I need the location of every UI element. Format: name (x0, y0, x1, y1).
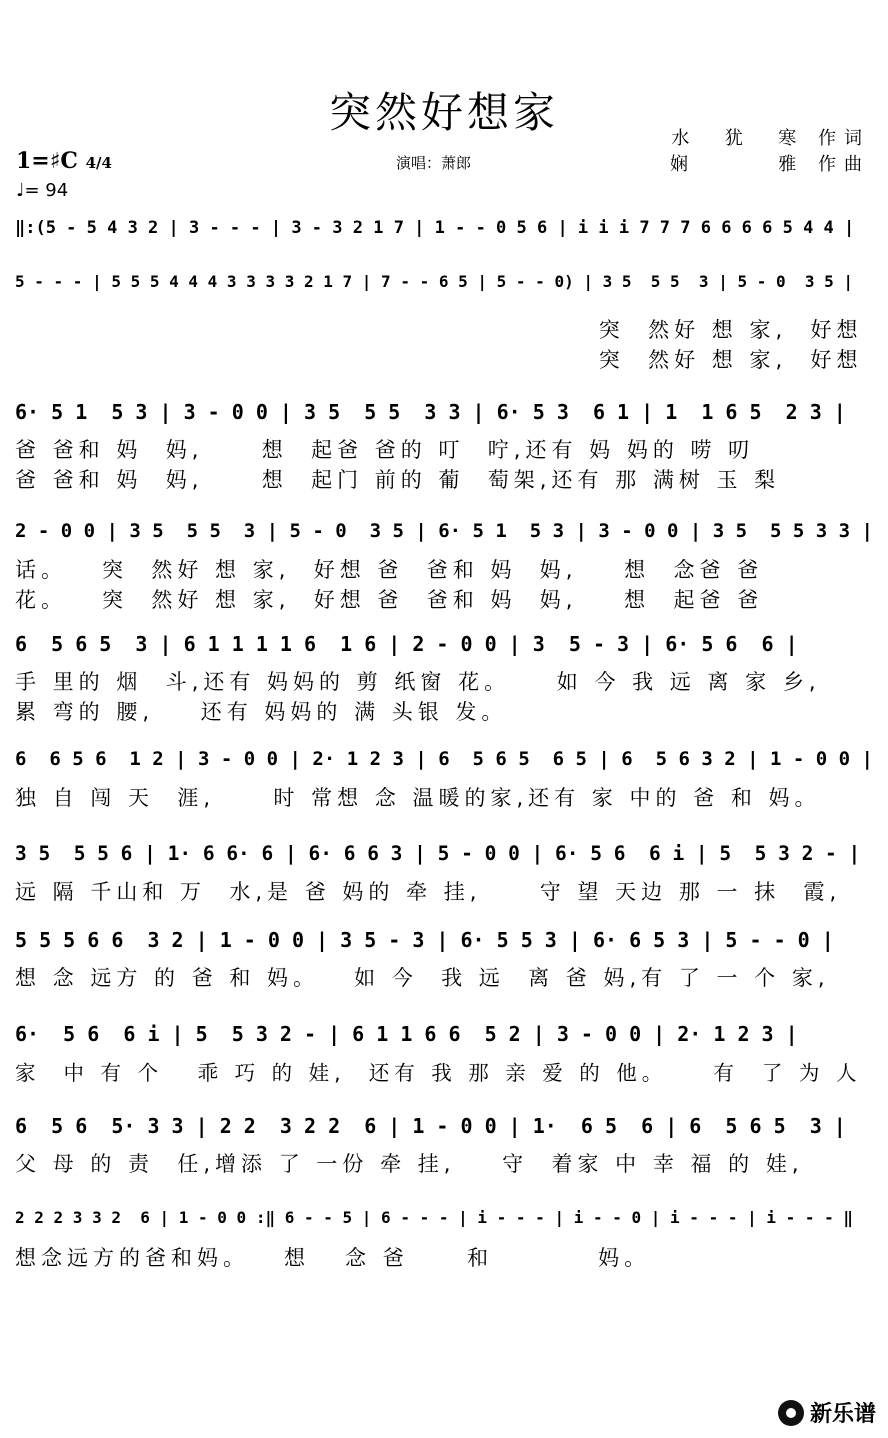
watermark (778, 1397, 876, 1428)
time-signature: 4/4 (85, 154, 112, 172)
composer-credit: 娴 雅 作曲 (669, 154, 870, 175)
notation-line: 3 5 5 5 6 | 1· 6 6· 6 | 6· 6 6 3 | 5 - 0 0 | 6· 5 6 6 i | 5 5 3 2 - | (15, 842, 861, 865)
lyric-line: 突 然好 想 家, 好想 (15, 318, 863, 342)
lyric-line: 话。 突 然好 想 家, 好想 爸 爸和 妈 妈, 想 念爸 爸 (15, 558, 764, 582)
lyric-line: 爸 爸和 妈 妈, 想 起爸 爸的 叮 咛,还有 妈 妈的 唠 叨 (15, 438, 755, 462)
lyric-line: 手 里的 烟 斗,还有 妈妈的 剪 纸窗 花。 如 今 我 远 离 家 乡, (15, 670, 821, 694)
lyric-line: 想 念 远方 的 爸 和 妈。 如 今 我 远 离 爸 妈,有 了 一 个 家, (15, 966, 830, 990)
notation-line: 6 5 6 5· 3 3 | 2 2 3 2 2 6 | 1 - 0 0 | 1· 6 5 6 | 6 5 6 5 3 | (15, 1114, 846, 1138)
watermark-text: 新乐谱 (809, 1402, 876, 1427)
notation-line: ‖:(5 - 5 4 3 2 | 3 - - - | 3 - 3 2 1 7 | 1 - - 0 5 6 | i i i 7 7 7 6 6 6 6 5 4 4 | (15, 218, 855, 238)
key-signature (16, 148, 112, 174)
lyric-line: 父 母 的 责 任,增添 了 一份 牵 挂, 守 着家 中 幸 福 的 娃, (15, 1152, 804, 1176)
notation-line: 2 2 2 3 3 2 6 | 1 - 0 0 :‖ 6 - - 5 | 6 - - - | i - - - | i - - 0 | i - - - | i - - - ‖ (15, 1208, 854, 1227)
notation-line: 6 5 6 5 3 | 6 1 1 1 1 6 1 6 | 2 - 0 0 | 3 5 - 3 | 6· 5 6 6 | (15, 632, 798, 656)
lyric-line: 累 弯的 腰, 还有 妈妈的 满 头银 发。 (15, 700, 508, 724)
notation-line: 5 5 5 6 6 3 2 | 1 - 0 0 | 3 5 - 3 | 6· 5 5 3 | 6· 6 5 3 | 5 - - 0 | (15, 928, 834, 952)
performer-credit: 演唱：萧郎 (396, 154, 472, 172)
disc-icon (778, 1400, 804, 1426)
lyric-line: 家 中 有 个 乖 巧 的 娃, 还有 我 那 亲 爱 的 他。 有 了 为 人 (15, 1061, 862, 1085)
lyric-line: 爸 爸和 妈 妈, 想 起门 前的 葡 萄架,还有 那 满树 玉 梨 (15, 468, 781, 492)
lyric-line: 花。 突 然好 想 家, 好想 爸 爸和 妈 妈, 想 起爸 爸 (15, 588, 764, 612)
lyricist-credit: 水 犹 寒 作词 (671, 128, 870, 149)
notation-line: 6· 5 1 5 3 | 3 - 0 0 | 3 5 5 5 3 3 | 6· 5 3 6 1 | 1 1 6 5 2 3 | (15, 400, 846, 424)
song-title: 突然好想家 (328, 88, 559, 137)
lyric-line: 想念远方的爸和妈。 想 念 爸 和 妈。 (15, 1246, 651, 1270)
tempo-mark: ♩= 94 (16, 180, 69, 201)
notation-line: 6 6 5 6 1 2 | 3 - 0 0 | 2· 1 2 3 | 6 5 6 5 6 5 | 6 5 6 3 2 | 1 - 0 0 | (15, 748, 873, 770)
notation-line: 6· 5 6 6 i | 5 5 3 2 - | 6 1 1 6 6 5 2 | 3 - 0 0 | 2· 1 2 3 | (15, 1022, 798, 1046)
notation-line: 2 - 0 0 | 3 5 5 5 3 | 5 - 0 3 5 | 6· 5 1 5 3 | 3 - 0 0 | 3 5 5 5 3 3 | (15, 520, 873, 542)
lyric-line: 独 自 闯 天 涯, 时 常想 念 温暖的家,还有 家 中的 爸 和 妈。 (15, 786, 821, 810)
key-label: 1=♯C (16, 148, 78, 174)
lyric-line: 远 隔 千山和 万 水,是 爸 妈的 牵 挂, 守 望 天边 那 一 抹 霞, (15, 880, 842, 904)
lyric-line: 突 然好 想 家, 好想 (15, 348, 863, 372)
notation-line: 5 - - - | 5 5 5 4 4 4 3 3 3 3 2 1 7 | 7 - - 6 5 | 5 - - 0) | 3 5 5 5 3 | 5 - 0 3 5 | (15, 272, 854, 291)
